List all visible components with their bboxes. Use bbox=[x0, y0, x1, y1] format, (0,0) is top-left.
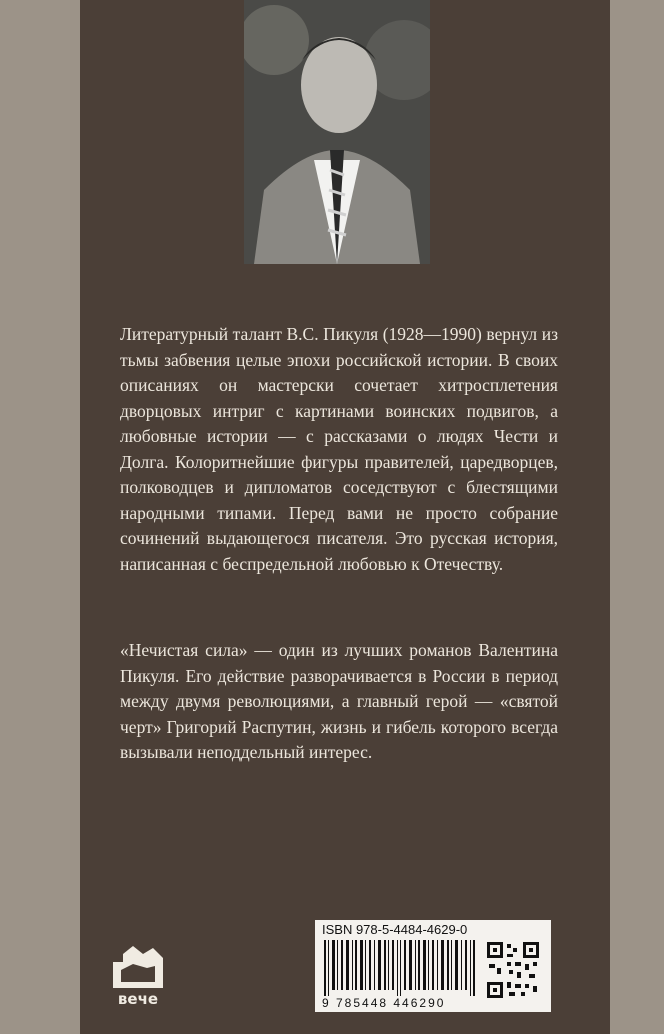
novel-summary-paragraph: «Нечистая сила» — один из лучших романов Валентина Пикуля. Его действие разворачивается в России в период между двумя революциями, а главный герой — «святой черт» Григорий Распутин, жизнь и гибель которого всегда вызывали неподдельный интерес. bbox=[120, 640, 558, 762]
barcode-icon bbox=[322, 940, 477, 996]
qr-code-icon bbox=[485, 940, 541, 1000]
author-photo bbox=[244, 0, 430, 264]
description-paragraph: Литературный талант В.С. Пикуля (1928—1990) вернул из тьмы забвения целые эпохи российской истории. В своих описаниях он мастерски сочетает хитросплетения дворцовых интриг с картинами воинских подвигов, а любовные истории — с рассказами о людях Чести и Долга. Колоритнейшие фигуры правителей, царедворцев, полководцев и дипломатов соседствуют с блестящими народными типами. Перед вами не просто собрание сочинений выдающегося писателя. Это русская история, написанная с беспредельной любовью к Отечеству. bbox=[120, 324, 558, 574]
isbn-label: ISBN 978-5-4484-4629-0 bbox=[322, 922, 468, 937]
publisher-logo bbox=[103, 940, 173, 1010]
barcode-digits: 9 785448 446290 bbox=[322, 996, 446, 1010]
publisher-logo-text: вече bbox=[117, 990, 159, 1008]
